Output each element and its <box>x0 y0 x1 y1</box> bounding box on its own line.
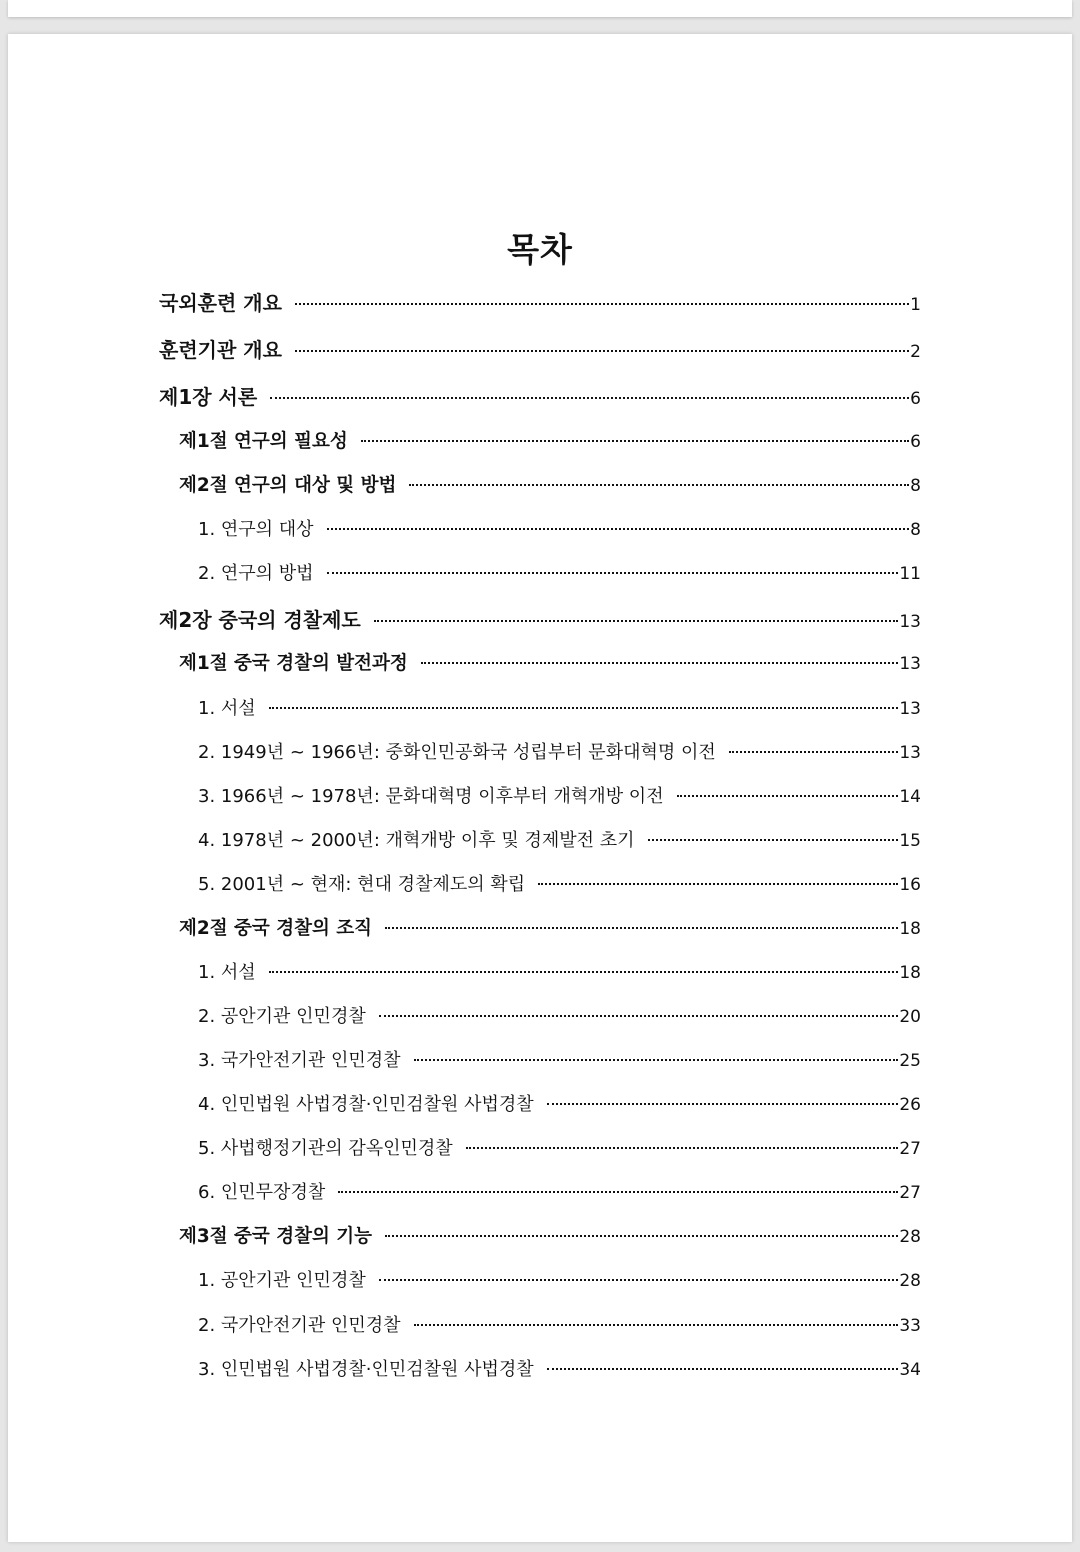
toc-entry-label: 2. 1949년 ~ 1966년: 중화인민공화국 성립부터 문화대혁명 이전 <box>198 742 716 763</box>
toc-entry <box>198 1355 921 1385</box>
toc-entry <box>179 649 921 679</box>
toc-entry <box>198 870 921 900</box>
toc-page-number: 18 <box>899 919 921 939</box>
toc-entry <box>159 604 921 634</box>
toc-entry-label: 2. 연구의 방법 <box>198 563 314 584</box>
toc-dot-leader <box>327 572 899 574</box>
toc-page-number: 13 <box>899 612 921 632</box>
toc-entry-label: 3. 인민법원 사법경찰·인민검찰원 사법경찰 <box>198 1359 534 1380</box>
toc-entry <box>179 471 921 501</box>
toc-dot-leader <box>414 1059 899 1061</box>
toc-entry-label: 1. 공안기관 인민경찰 <box>198 1270 366 1291</box>
toc-entry <box>198 826 921 856</box>
toc-entry <box>198 738 921 768</box>
toc-entry <box>159 381 921 411</box>
toc-page-number: 13 <box>899 743 921 763</box>
toc-page-number: 13 <box>899 699 921 719</box>
toc-title: 목차 <box>507 230 573 269</box>
toc-entry <box>159 287 921 317</box>
toc-page-number: 1 <box>910 295 921 315</box>
toc-page-number: 27 <box>899 1183 921 1203</box>
toc-entry <box>198 1046 921 1076</box>
toc-entry-label: 2. 국가안전기관 인민경찰 <box>198 1315 401 1336</box>
toc-dot-leader <box>677 795 899 797</box>
toc-page-number: 8 <box>910 476 921 496</box>
toc-entry <box>198 782 921 812</box>
toc-page-number: 25 <box>899 1051 921 1071</box>
toc-entry <box>198 1002 921 1032</box>
toc-entry-label: 1. 서설 <box>198 698 256 719</box>
toc-dot-leader <box>295 350 909 352</box>
toc-page-number: 18 <box>899 963 921 983</box>
toc-dot-leader <box>729 751 899 753</box>
toc-page-number: 2 <box>910 342 921 362</box>
toc-page-number: 26 <box>899 1095 921 1115</box>
toc-page-number: 33 <box>899 1316 921 1336</box>
toc-entry-label: 훈련기관 개요 <box>159 338 282 362</box>
toc-entry <box>198 1266 921 1296</box>
toc-entry-label: 1. 연구의 대상 <box>198 519 314 540</box>
toc-entry <box>198 958 921 988</box>
toc-dot-leader <box>385 927 898 929</box>
toc-entry <box>198 1311 921 1341</box>
toc-dot-leader <box>538 883 898 885</box>
toc-dot-leader <box>547 1103 899 1105</box>
toc-dot-leader <box>269 707 899 709</box>
toc-entry <box>159 334 921 364</box>
toc-page-number: 6 <box>910 389 921 409</box>
toc-dot-leader <box>409 484 909 486</box>
toc-entry-label: 제1장 서론 <box>159 385 258 409</box>
toc-entry <box>198 559 921 589</box>
toc-page-number: 13 <box>899 654 921 674</box>
toc-page-number: 20 <box>899 1007 921 1027</box>
toc-dot-leader <box>338 1191 898 1193</box>
toc-dot-leader <box>547 1368 899 1370</box>
toc-dot-leader <box>379 1015 899 1017</box>
toc-dot-leader <box>385 1235 898 1237</box>
toc-dot-leader <box>270 397 909 399</box>
toc-page-number: 15 <box>899 831 921 851</box>
toc-entry-label: 제3절 중국 경찰의 기능 <box>179 1226 373 1247</box>
toc-dot-leader <box>374 620 899 622</box>
toc-page-number: 6 <box>910 432 921 452</box>
toc-entry <box>198 694 921 724</box>
toc-dot-leader <box>361 440 909 442</box>
toc-entry <box>198 515 921 545</box>
toc-entry-label: 3. 국가안전기관 인민경찰 <box>198 1050 401 1071</box>
toc-entry <box>198 1134 921 1164</box>
toc-dot-leader <box>421 662 899 664</box>
toc-page-number: 28 <box>899 1271 921 1291</box>
toc-page-number: 27 <box>899 1139 921 1159</box>
toc-page-number: 34 <box>899 1360 921 1380</box>
toc-page-number: 8 <box>910 520 921 540</box>
toc-entry-label: 1. 서설 <box>198 962 256 983</box>
toc-entry <box>179 914 921 944</box>
toc-dot-leader <box>648 839 899 841</box>
toc-dot-leader <box>269 971 899 973</box>
toc-entry-label: 2. 공안기관 인민경찰 <box>198 1006 366 1027</box>
toc-entry-label: 국외훈련 개요 <box>159 291 282 315</box>
toc-page-number: 14 <box>899 787 921 807</box>
toc-entry <box>198 1178 921 1208</box>
toc-dot-leader <box>327 528 910 530</box>
toc-entry-label: 3. 1966년 ~ 1978년: 문화대혁명 이후부터 개혁개방 이전 <box>198 786 664 807</box>
toc-dot-leader <box>414 1324 899 1326</box>
toc-entry <box>179 427 921 457</box>
toc-dot-leader <box>379 1279 899 1281</box>
toc-entry <box>179 1222 921 1252</box>
toc-entry-label: 5. 2001년 ~ 현재: 현대 경찰제도의 확립 <box>198 874 526 895</box>
toc-entry-label: 4. 1978년 ~ 2000년: 개혁개방 이후 및 경제발전 초기 <box>198 830 635 851</box>
toc-page-number: 11 <box>899 564 921 584</box>
toc-entry-label: 6. 인민무장경찰 <box>198 1182 326 1203</box>
toc-dot-leader <box>466 1147 899 1149</box>
toc-entry-label: 제2장 중국의 경찰제도 <box>159 608 361 632</box>
toc-entry <box>198 1090 921 1120</box>
toc-dot-leader <box>295 303 909 305</box>
toc-page-number: 28 <box>899 1227 921 1247</box>
toc-entry-label: 제2절 연구의 대상 및 방법 <box>179 475 397 496</box>
toc-page-number: 16 <box>899 875 921 895</box>
toc-entry-label: 4. 인민법원 사법경찰·인민검찰원 사법경찰 <box>198 1094 534 1115</box>
toc-entry-label: 제1절 중국 경찰의 발전과정 <box>179 653 408 674</box>
toc-entry-label: 5. 사법행정기관의 감옥인민경찰 <box>198 1138 453 1159</box>
toc-entry-label: 제1절 연구의 필요성 <box>179 431 348 452</box>
toc-entry-label: 제2절 중국 경찰의 조직 <box>179 918 373 939</box>
